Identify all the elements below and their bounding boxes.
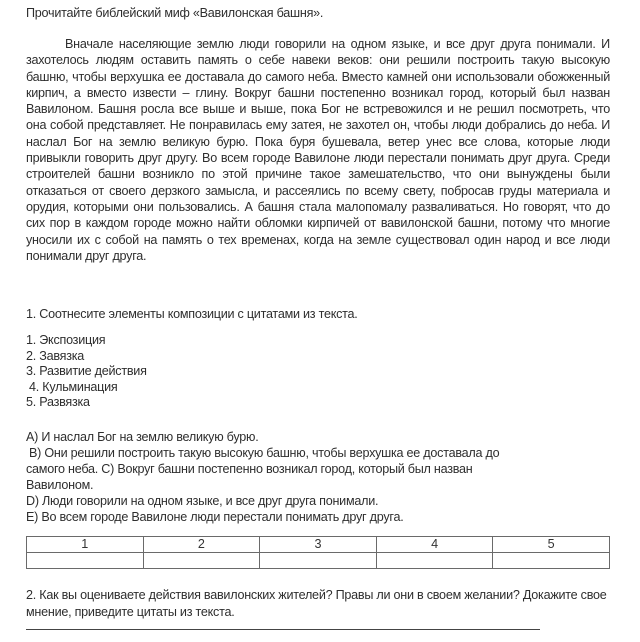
table-header-cell: 5 (493, 537, 610, 553)
answer-line[interactable] (26, 629, 540, 630)
task2-question: 2. Как вы оцениваете действия вавилонских жителей? Правы ли они в своем желании? Докажите свое мнение, приведите цитаты из текста. (26, 588, 607, 619)
quotes-block (26, 429, 586, 525)
page-title: Прочитайте библейский миф «Вавилонская башня». (26, 6, 324, 20)
table-answer-row (27, 553, 610, 569)
answer-cell[interactable] (493, 553, 610, 569)
composition-element: 3. Развитие действия (26, 364, 147, 379)
composition-element: 4. Кульминация (29, 379, 118, 394)
table-header-cell: 3 (260, 537, 377, 553)
answer-cell[interactable] (260, 553, 377, 569)
answer-cell[interactable] (143, 553, 260, 569)
answer-table (26, 536, 610, 569)
composition-element: 5. Развязка (26, 395, 90, 410)
answer-cell[interactable] (376, 553, 493, 569)
quote-line: Вавилоном. (26, 478, 94, 492)
answer-cell[interactable] (27, 553, 144, 569)
table-header-cell: 4 (376, 537, 493, 553)
composition-element: 1. Экспозиция (26, 333, 106, 347)
quote-line: В) Они решили построить такую высокую башню, чтобы верхушка ее доставала до (29, 446, 500, 460)
table-header-cell: 2 (143, 537, 260, 553)
table-header-cell: 1 (27, 537, 144, 553)
quote-line: А) И наслал Бог на землю великую бурю. (26, 430, 259, 444)
composition-element: 2. Завязка (26, 348, 85, 363)
task1-question: 1. Соотнесите элементы композиции с цитатами из текста. (26, 307, 358, 321)
myth-text: Вначале населяющие землю люди говорили на одном языке, и все друг друга понимали. И захотелось людям оставить память о себе навеки веков: они решили построить такую высокую башню, чтобы верхушка ее доставала до самого неба. Вместо камней они использовали обожженный кирпич, а вместо извести – глину. Вокруг башни постепенно возникал город, который был назван Вавилоном. Башня росла все выше и выше, пока Бог не встревожился и не решил посмотреть, что она собой представляет. Не понравилась ему затея, не захотел он, чтобы люди добрались до неба. И наслал Бог на землю великую бурю. Пока буря бушевала, ветер унес все слова, которые люди привыкли говорить друг другу. Во всем городе Вавилоне люди перестали понимать друг друга. Среди строителей башни возникло по этой причине такое замешательство, что они вынуждены были отказаться от своего дерзкого замысла, и рассеялись по всему свету, побросав груды материала и орудия, которыми они пользовались. А башня стала малопомалу разваливаться. Но говорят, что до сих пор в каждом городе можно найти обломки кирпичей от вавилонской башни, потому что многие уносили их с собой на память о тех временах, когда на земле существовал один народ и все люди понимали друг друга. (26, 37, 610, 263)
composition-elements-list (26, 333, 610, 411)
quote-line: самого неба. С) Вокруг башни постепенно возникал город, который был назван (26, 462, 473, 476)
quote-line: E) Во всем городе Вавилоне люди перестали понимать друг друга. (26, 510, 404, 524)
table-header-row (27, 537, 610, 553)
quote-line: D) Люди говорили на одном языке, и все друг друга понимали. (26, 494, 379, 508)
